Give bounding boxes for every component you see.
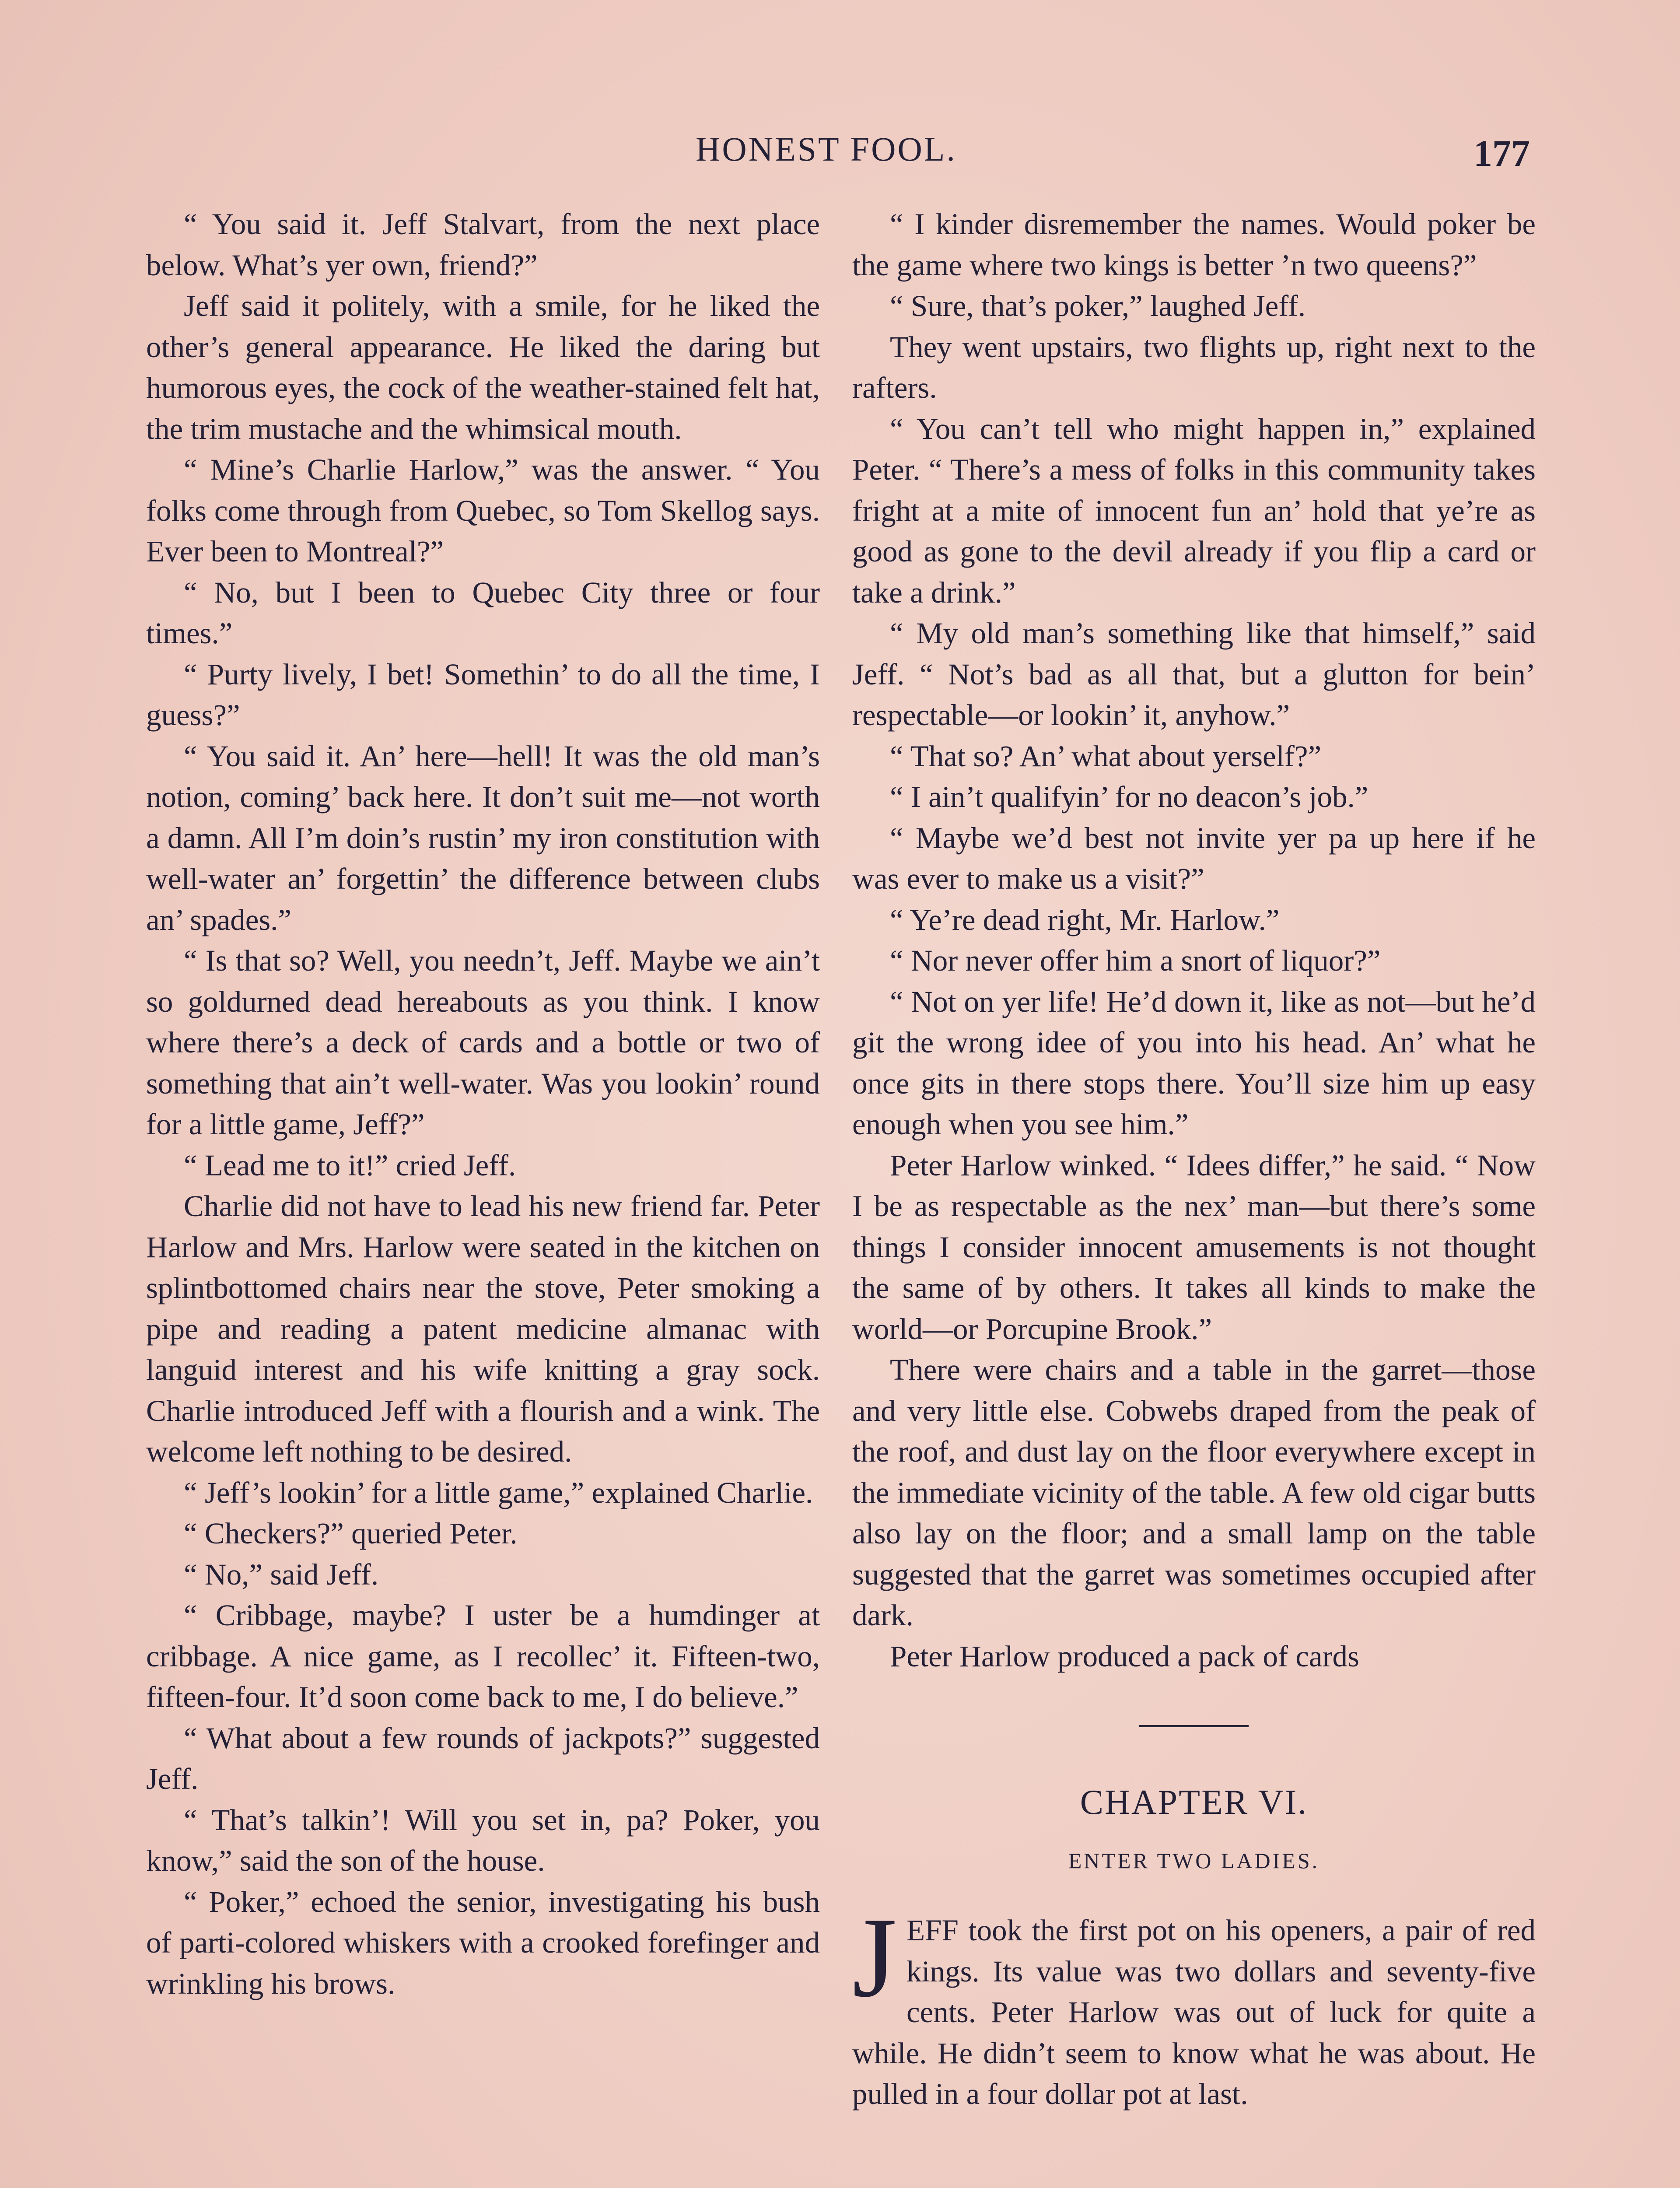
paragraph: “ You can’t tell who might happen in,” explained Peter. “ There’s a mess of folks in this community takes fright at a mite of innocent fun an’ hold that ye’re as good as gone to the devil already if you flip a card or take a drink.” bbox=[852, 412, 1536, 609]
drop-cap: J bbox=[852, 1894, 897, 2021]
running-header-title: HONEST FOOL. bbox=[696, 130, 957, 168]
opening-paragraph: EFF took the first pot on his openers, a pair of red kings. Its value was two dollars and seventy-five cents. Peter Harlow was out of luck for quite a while. He didn’t seem to know what he was about. He pulled in a four dollar pot at last. bbox=[852, 1914, 1536, 2111]
paragraph: “ Maybe we’d best not invite yer pa up here if he was ever to make us a visit?” bbox=[852, 821, 1536, 895]
paragraph: “ Sure, that’s poker,” laughed Jeff. bbox=[890, 289, 1306, 323]
paragraph: “ Jeff’s lookin’ for a little game,” explained Charlie. bbox=[184, 1476, 813, 1509]
chapter-opening bbox=[852, 1894, 1536, 2115]
paragraph: “ Lead me to it!” cried Jeff. bbox=[184, 1148, 516, 1182]
chapter-subtitle: ENTER TWO LADIES. bbox=[1068, 1848, 1320, 1873]
paragraph: “ What about a few rounds of jackpots?” suggested Jeff. bbox=[146, 1721, 820, 1795]
paragraph: Peter Harlow winked. “ Idees differ,” he said. “ Now I be as respectable as the nex’ man—but there’s some things I consider innocent amusements is not thought the same of by others. It takes all kinds to make the world—or Porcupine Brook.” bbox=[852, 1148, 1536, 1346]
paragraph: “ That so? An’ what about yerself?” bbox=[890, 739, 1322, 773]
left-column bbox=[146, 204, 820, 2004]
page-number: 177 bbox=[1474, 132, 1530, 174]
paragraph: “ Nor never offer him a snort of liquor?” bbox=[890, 944, 1381, 977]
paragraph: Peter Harlow produced a pack of cards bbox=[890, 1639, 1359, 1673]
paragraph: Jeff said it politely, with a smile, for he liked the other’s general appearance. He liked the daring but humorous eyes, the cock of the weather-stained felt hat, the trim mustache and the whimsical mouth. bbox=[146, 289, 820, 445]
paragraph: They went upstairs, two flights up, right next to the rafters. bbox=[852, 330, 1536, 404]
paragraph: “ No,” said Jeff. bbox=[184, 1557, 379, 1591]
paragraph: “ Checkers?” queried Peter. bbox=[184, 1517, 518, 1550]
paragraph: Charlie did not have to lead his new friend far. Peter Harlow and Mrs. Harlow were seated in the kitchen on splintbottomed chairs near the stove, Peter smoking a pipe and reading a patent medicine almanac with languid interest and his wife knitting a gray sock. Charlie introduced Jeff with a flourish and a wink. The welcome left nothing to be desired. bbox=[146, 1189, 820, 1468]
paragraph: “ No, but I been to Quebec City three or four times.” bbox=[146, 575, 820, 650]
paragraph: “ Not on yer life! He’d down it, like as not—but he’d git the wrong idee of you into his head. An’ what he once gits in there stops there. You’ll size him up easy enough when you see him.” bbox=[852, 985, 1536, 1141]
paragraph: There were chairs and a table in the garret—those and very little else. Cobwebs draped from the peak of the roof, and dust lay on the floor everywhere except in the immediate vicinity of the table. A few old cigar butts also lay on the floor; and a small lamp on the table suggested that the garret was sometimes occupied after dark. bbox=[852, 1353, 1536, 1632]
paragraph: “ My old man’s something like that himself,” said Jeff. “ Not’s bad as all that, but a glutton for bein’ respectable—or lookin’ it, anyhow.” bbox=[852, 617, 1536, 732]
paragraph: “ Poker,” echoed the senior, investigating his bush of parti-colored whiskers with a crooked forefinger and wrinkling his brows. bbox=[146, 1885, 820, 2000]
right-column bbox=[852, 204, 1536, 2115]
section-divider bbox=[1139, 1725, 1249, 1727]
paragraph: “ That’s talkin’! Will you set in, pa? Poker, you know,” said the son of the house. bbox=[146, 1803, 820, 1877]
paragraph: “ I ain’t qualifyin’ for no deacon’s job.” bbox=[890, 780, 1368, 813]
paragraph: “ Purty lively, I bet! Somethin’ to do all the time, I guess?” bbox=[146, 657, 820, 732]
paragraph: “ Mine’s Charlie Harlow,” was the answer. “ You folks come through from Quebec, so Tom Skellog says. Ever been to Montreal?” bbox=[146, 453, 820, 568]
chapter-title: CHAPTER VI. bbox=[1080, 1783, 1308, 1822]
paragraph: “ Ye’re dead right, Mr. Harlow.” bbox=[890, 903, 1280, 936]
paragraph: “ Is that so? Well, you needn’t, Jeff. Maybe we ain’t so goldurned dead hereabouts as you think. I know where there’s a deck of cards and a bottle or two of something that ain’t well-water. Was you lookin’ round for a little game, Jeff?” bbox=[146, 944, 820, 1141]
paragraph: “ You said it. An’ here—hell! It was the old man’s notion, coming’ back here. It don’t suit me—not worth a damn. All I’m doin’s rustin’ my iron constitution with well-water an’ forgettin’ the difference between clubs an’ spades.” bbox=[146, 739, 820, 936]
paragraph: “ You said it. Jeff Stalvart, from the next place below. What’s yer own, friend?” bbox=[146, 207, 820, 282]
paragraph: “ I kinder disremember the names. Would poker be the game where two kings is better ’n two queens?” bbox=[852, 207, 1536, 282]
paragraph: “ Cribbage, maybe? I uster be a humdinger at cribbage. A nice game, as I recollec’ it. Fifteen-two, fifteen-four. It’d soon come back to me, I do believe.” bbox=[146, 1599, 820, 1714]
